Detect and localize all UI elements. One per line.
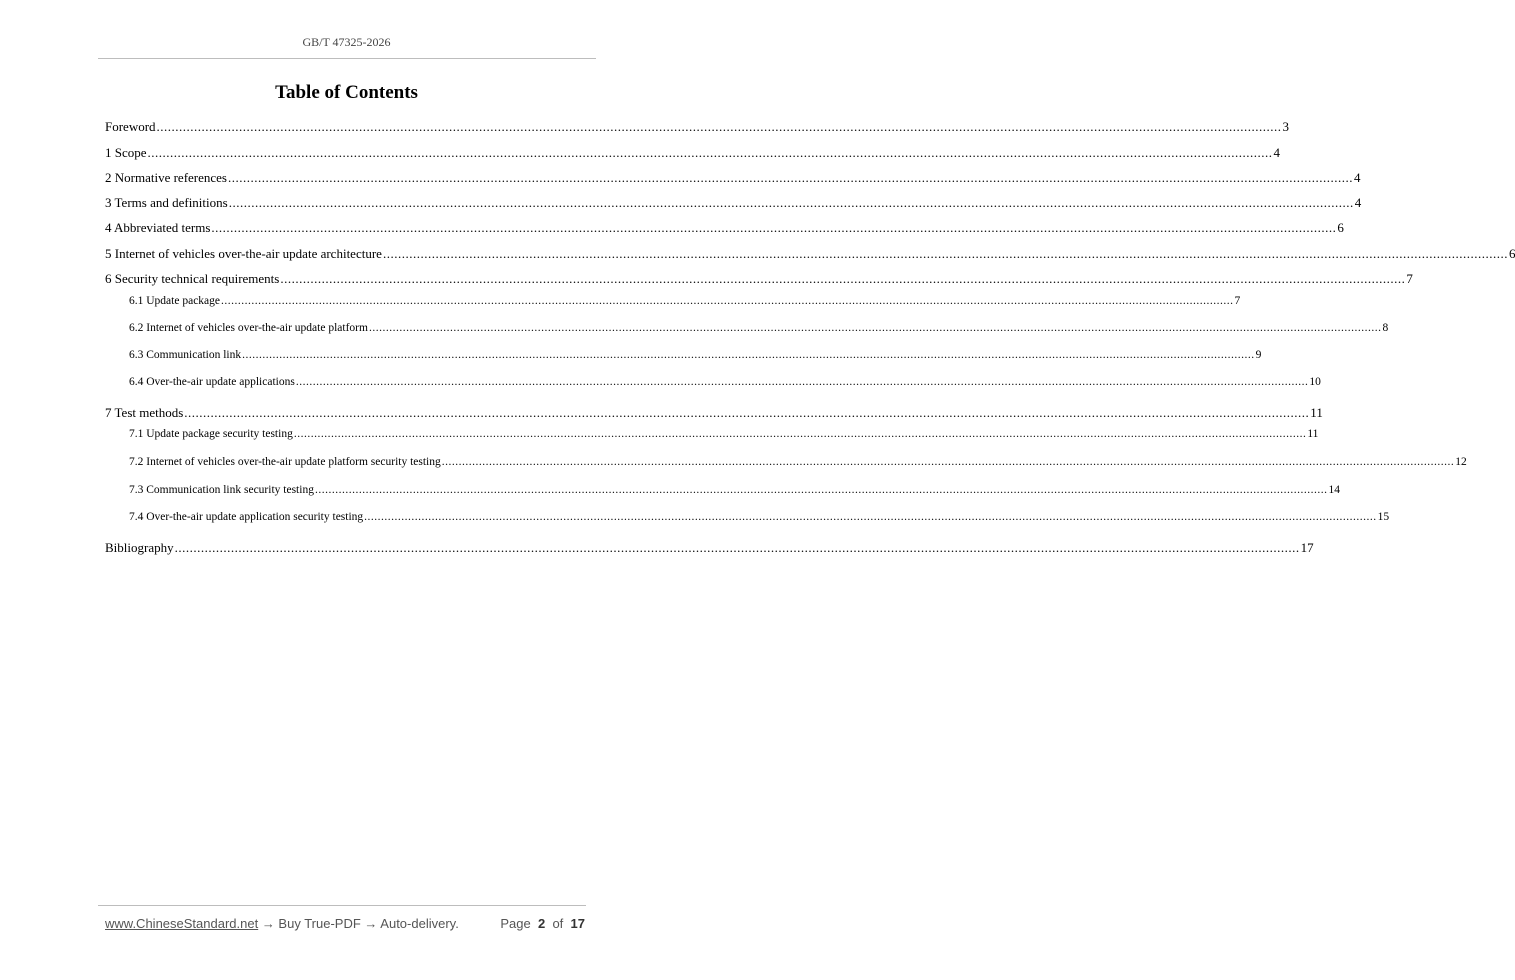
- toc-entry[interactable]: [105, 246, 1515, 262]
- page-indicator: [500, 916, 585, 931]
- toc-entry-label: 6.4 Over-the-air update applications: [129, 376, 295, 388]
- page-current: 2: [537, 916, 546, 931]
- toc-entry-page: 17: [1300, 540, 1314, 555]
- toc-entry-page: 11: [1307, 428, 1319, 440]
- site-link[interactable]: www.ChineseStandard.net: [105, 916, 259, 931]
- toc-leader-dots: ............................................................................................................................................................................................................................................................................................................: [221, 295, 1234, 307]
- toc-leader-dots: ............................................................................................................................................................................................................................................................................................................: [280, 271, 1406, 286]
- toc-leader-dots: ............................................................................................................................................................................................................................................................................................................: [295, 376, 1309, 388]
- toc-entry[interactable]: [129, 295, 1241, 307]
- toc-entry-page: 8: [1382, 322, 1389, 334]
- toc-entry-label: 5 Internet of vehicles over-the-air update architecture: [105, 246, 382, 261]
- toc-leader-dots: ............................................................................................................................................................................................................................................................................................................: [382, 246, 1508, 261]
- toc-entry-page: 4: [1354, 195, 1362, 210]
- toc-entry-page: 10: [1309, 376, 1321, 388]
- toc-entry-label: 6.3 Communication link: [129, 349, 242, 361]
- page-word: Page: [500, 916, 531, 931]
- toc-entry-page: 7: [1406, 271, 1413, 286]
- toc-leader-dots: ............................................................................................................................................................................................................................................................................................................: [314, 484, 1328, 496]
- toc-entry[interactable]: [129, 484, 1340, 496]
- page-footer: [105, 916, 585, 931]
- toc-entry[interactable]: [105, 271, 1413, 287]
- toc-leader-dots: ............................................................................................................................................................................................................................................................................................................: [293, 428, 1307, 440]
- toc-entry[interactable]: [105, 220, 1344, 236]
- toc-leader-dots: ............................................................................................................................................................................................................................................................................................................: [147, 145, 1273, 160]
- toc-leader-dots: ............................................................................................................................................................................................................................................................................................................: [441, 456, 1455, 468]
- toc-entry-label: 7 Test methods: [105, 405, 184, 420]
- toc-leader-dots: ............................................................................................................................................................................................................................................................................................................: [242, 349, 1255, 361]
- toc-entry-label: Bibliography: [105, 540, 174, 555]
- toc-entry[interactable]: [105, 170, 1361, 186]
- toc-entry-label: 4 Abbreviated terms: [105, 220, 211, 235]
- toc-leader-dots: ............................................................................................................................................................................................................................................................................................................: [211, 220, 1337, 235]
- toc-entry-label: 6 Security technical requirements: [105, 271, 280, 286]
- toc-entry-label: 7.4 Over-the-air update application security testing: [129, 511, 364, 523]
- promo-text: → Buy True-PDF → Auto-delivery.: [258, 916, 459, 931]
- toc-entry-page: 9: [1255, 349, 1262, 361]
- toc-entry[interactable]: [129, 456, 1467, 468]
- toc-entry-label: 7.1 Update package security testing: [129, 428, 293, 440]
- toc-entry-page: 14: [1328, 484, 1340, 496]
- toc-entry[interactable]: [129, 322, 1389, 334]
- page-of: of: [552, 916, 564, 931]
- toc-entry[interactable]: [105, 405, 1323, 421]
- toc-leader-dots: ............................................................................................................................................................................................................................................................................................................: [228, 170, 1353, 185]
- toc-entry-page: 15: [1377, 511, 1390, 523]
- toc-entry[interactable]: [129, 428, 1319, 440]
- toc-entry-label: Foreword: [105, 119, 156, 134]
- toc-entry-page: 4: [1273, 145, 1281, 160]
- toc-entry-label: 1 Scope: [105, 145, 147, 160]
- toc-entry[interactable]: [129, 376, 1321, 388]
- toc-entry-page: 7: [1234, 295, 1241, 307]
- page-title: Table of Contents: [275, 82, 418, 103]
- toc-leader-dots: ............................................................................................................................................................................................................................................................................................................: [174, 540, 1300, 555]
- toc-leader-dots: ............................................................................................................................................................................................................................................................................................................: [364, 511, 1377, 523]
- toc-leader-dots: ............................................................................................................................................................................................................................................................................................................: [368, 322, 1382, 334]
- toc-entry[interactable]: [105, 119, 1290, 135]
- toc-entry[interactable]: [129, 511, 1390, 523]
- toc-entry[interactable]: [105, 195, 1362, 211]
- footer-divider: [98, 905, 586, 906]
- footer-promo: [105, 916, 459, 931]
- toc-entry[interactable]: [105, 540, 1314, 556]
- page-total: 17: [570, 916, 585, 931]
- toc-leader-dots: ............................................................................................................................................................................................................................................................................................................: [228, 195, 1354, 210]
- toc-entry[interactable]: [105, 145, 1281, 161]
- toc-entry-page: 6: [1508, 246, 1515, 261]
- toc-entry-label: 7.3 Communication link security testing: [129, 484, 314, 496]
- toc-entry-label: 3 Terms and definitions: [105, 195, 228, 210]
- toc-entry-label: 2 Normative references: [105, 170, 227, 185]
- toc-entry-page: 6: [1337, 220, 1344, 235]
- toc-entry-label: 6.1 Update package: [129, 295, 221, 307]
- toc-entry-page: 12: [1455, 456, 1467, 468]
- toc-entry-page: 11: [1310, 405, 1323, 420]
- toc-entry[interactable]: [129, 349, 1262, 361]
- toc-entry-page: 4: [1354, 170, 1361, 185]
- toc-entry-label: 6.2 Internet of vehicles over-the-air update platform: [129, 322, 368, 334]
- toc-leader-dots: ............................................................................................................................................................................................................................................................................................................: [184, 405, 1310, 420]
- document-number-header: GB/T 47325-2026: [302, 35, 391, 49]
- toc-leader-dots: ............................................................................................................................................................................................................................................................................................................: [156, 119, 1282, 134]
- toc-entry-page: 3: [1282, 119, 1290, 134]
- toc-entry-label: 7.2 Internet of vehicles over-the-air update platform security testing: [129, 456, 441, 468]
